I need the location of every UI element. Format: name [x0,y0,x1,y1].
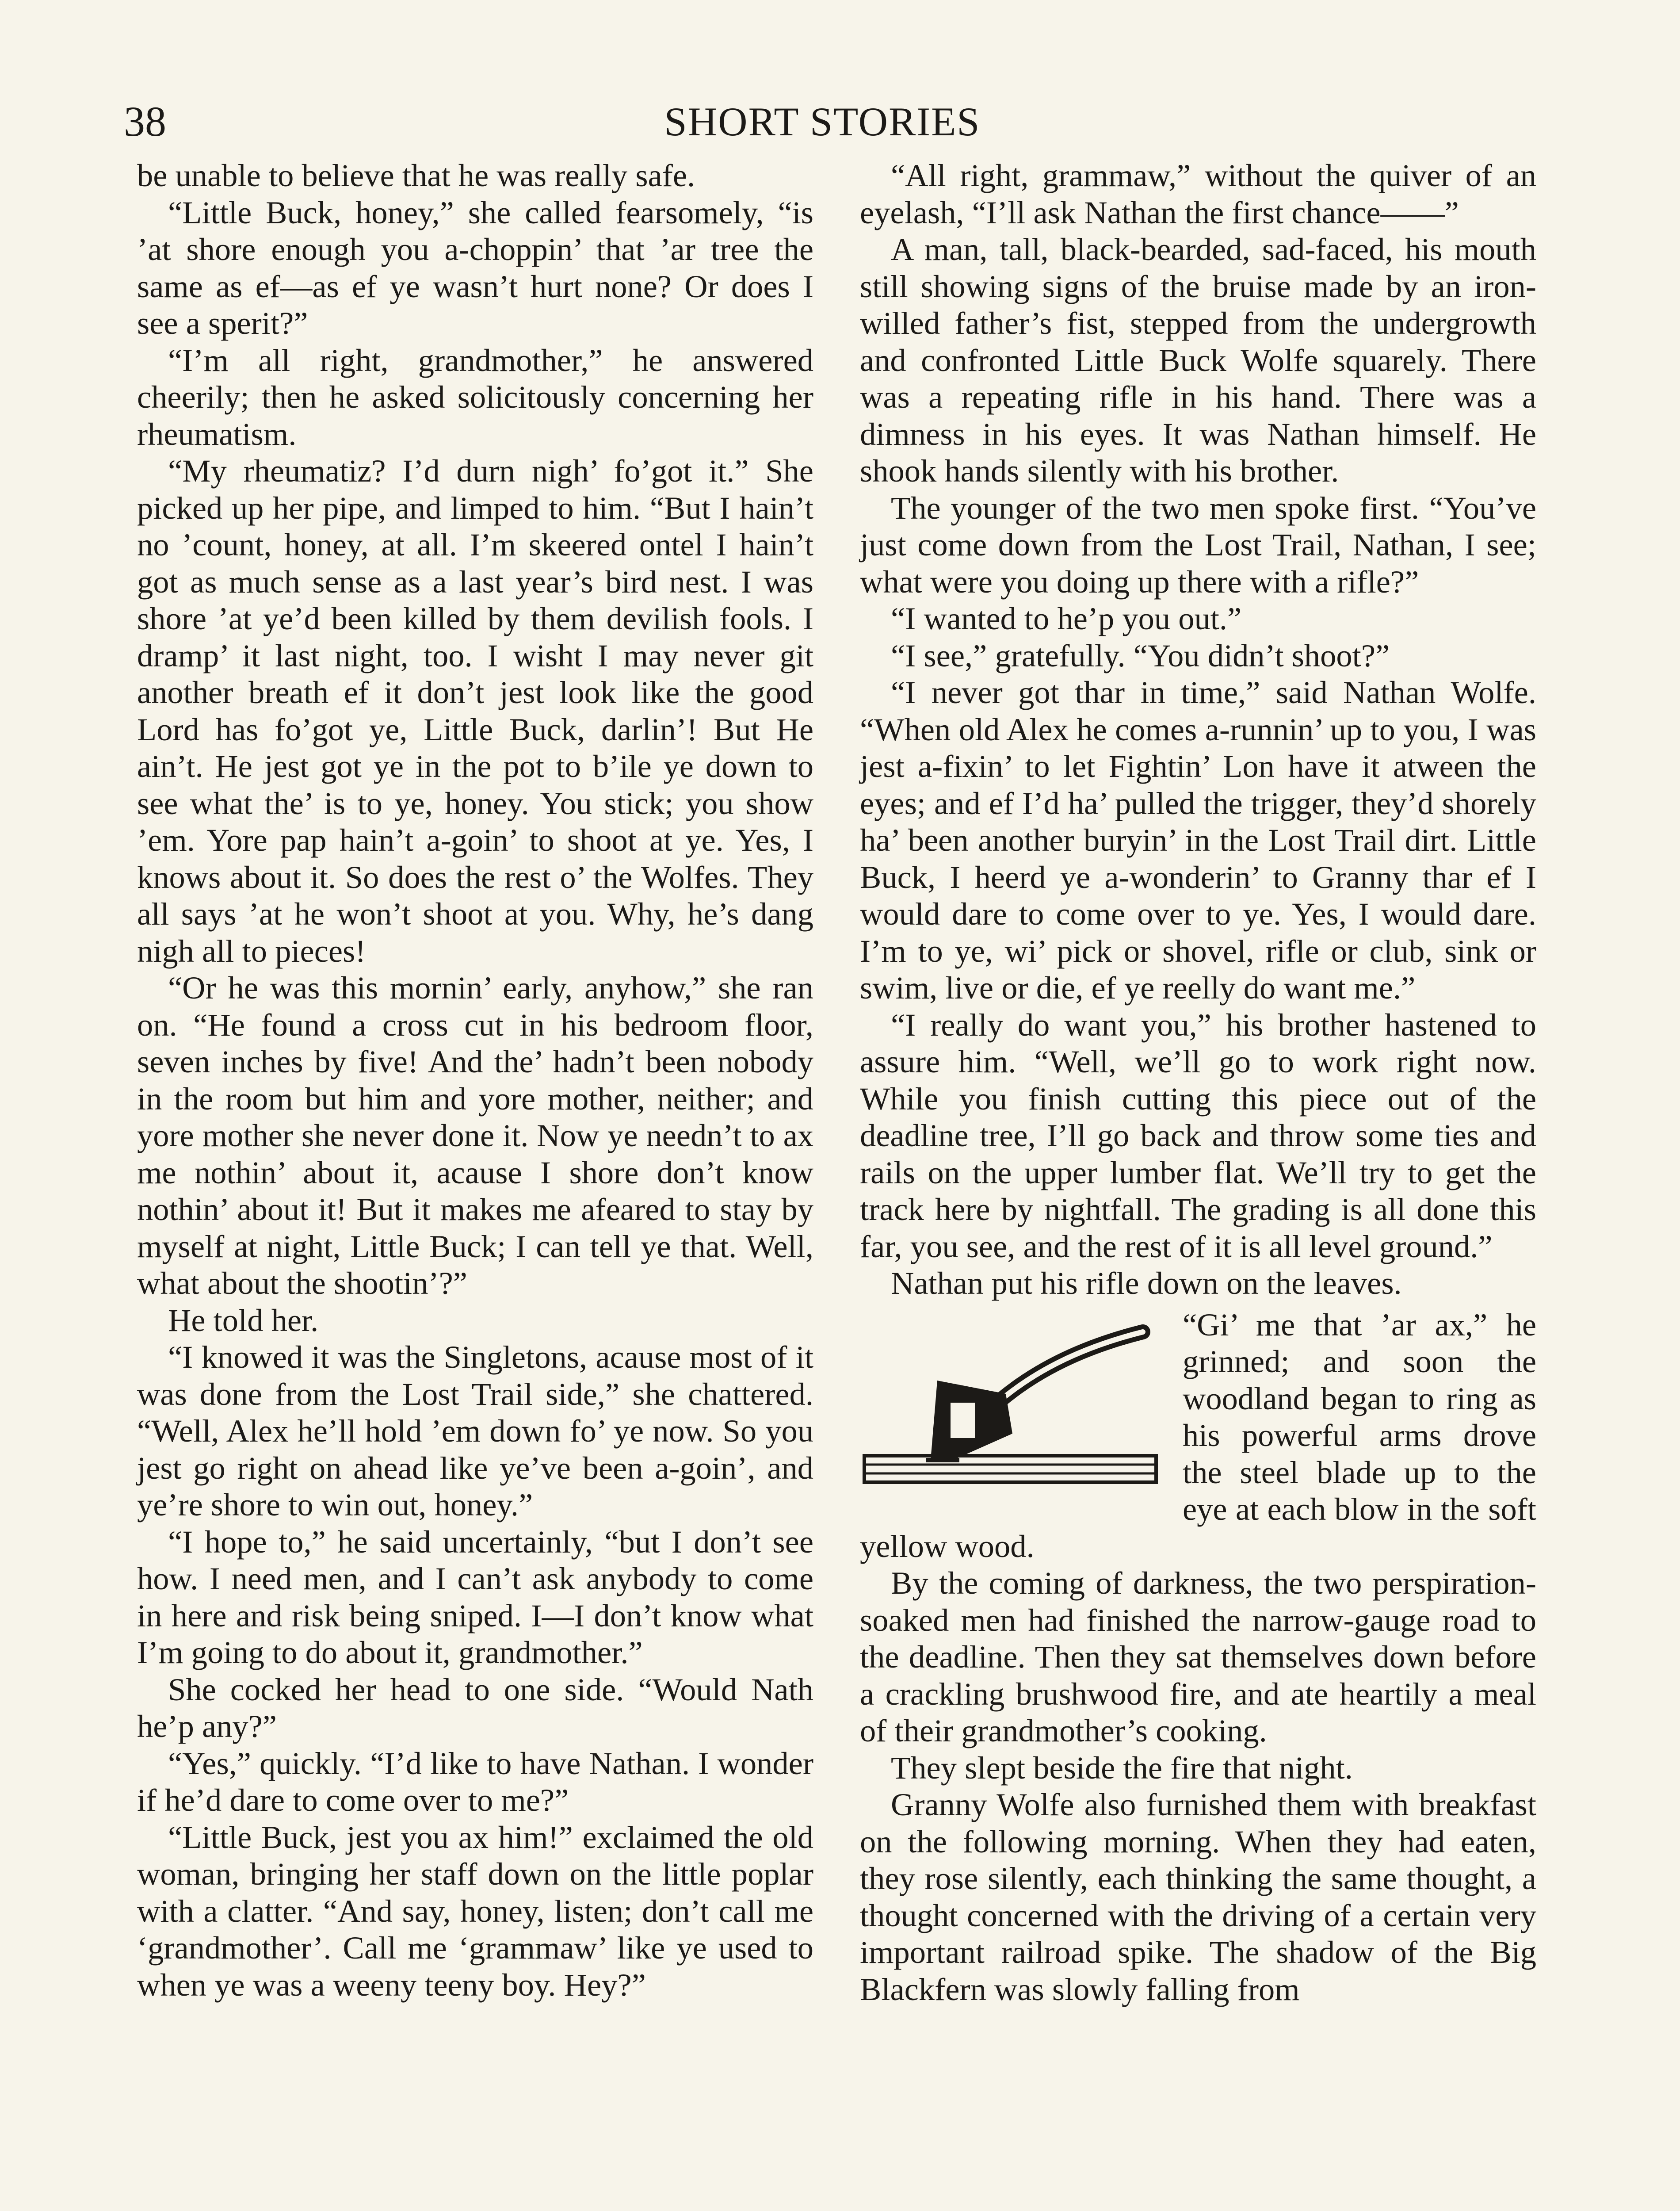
page-number: 38 [124,98,166,145]
paragraph: “I knowed it was the Singletons, acause most of it was done from the Lost Trail side,” she chattered. “Well, Alex he’ll hold ’em down fo’ ye now. So you jest go right on ahead like ye’ve been a-goin’, and ye’re shore to win out, honey.” [137,1339,813,1522]
paragraph: “I hope to,” he said uncertainly, “but I don’t see how. I need men, and I can’t ask anybody to come in here and risk being sniped. I—I don’t know what I’m going to do about it, grandmother.” [137,1523,813,1670]
paragraph: “Yes,” quickly. “I’d like to have Nathan. I wonder if he’d dare to come over to me?” [137,1745,813,1818]
axe-icon [860,1314,1169,1522]
paragraph: Nathan put his rifle down on the leaves. [891,1265,1402,1301]
page-header [97,84,1547,159]
paragraph: He told her. [168,1302,319,1338]
running-head: SHORT STORIES [664,99,981,144]
paragraph: “I see,” gratefully. “You didn’t shoot?” [891,637,1390,673]
paragraph: She cocked her head to one side. “Would Nath he’p any?” [137,1671,813,1744]
paragraph: be unable to believe that he was really safe. [137,157,695,193]
paragraph: “All right, grammaw,” without the quiver of an eyelash, “I’ll ask Nathan the first chance——” [860,157,1536,230]
paragraph: “My rheumatiz? I’d durn nigh’ fo’got it.” She picked up her pipe, and limped to him. “But I hain’t no ’count, honey, at all. I’m skeered ontel I hain’t got as much sense as a last year’s bird nest. I was shore ’at ye’d been killed by them devilish fools. I dramp’ it last night, too. I wisht I may never git another breath ef it don’t jest look like the good Lord has fo’got ye, Little Buck, darlin’! But He ain’t. He jest got ye in the pot to b’ile ye down to see what the’ is to ye, honey. You stick; you show ’em. Yore pap hain’t a-goin’ to shoot at ye. Yes, I knows about it. So does the rest o’ the Wolfes. They all says ’at he won’t shoot at you. Why, he’s dang nigh all to pieces! [137,453,813,969]
axe-illustration [860,1314,1169,1522]
paragraph: They slept beside the fire that night. [891,1749,1353,1786]
paragraph: “I’m all right, grandmother,” he answered cheerily; then he asked solicitously concerning her rheumatism. [137,342,813,452]
axe-illustration-block [860,1306,1536,1565]
paragraph: “I never got thar in time,” said Nathan Wolfe. “When old Alex he comes a-runnin’ up to you, I was jest a-fixin’ to let Fightin’ Lon have it atween the eyes; and ef I’d ha’ pulled the trigger, they’d shorely ha’ been another buryin’ in the Lost Trail dirt. Little Buck, I heerd ye a-wonderin’ to Granny thar ef I would dare to come over to ye. Yes, I would dare. I’m to ye, wi’ pick or shovel, rifle or club, sink or swim, live or die, ef ye reelly do want me.” [860,674,1536,1006]
left-column [137,157,813,2003]
axe-paragraph: “Gi’ me that ’ar ax,” he grinned; and soon the woodland began to ring as his powerful arms drove the steel blade up to the eye at each blow in the soft yellow wood. [860,1306,1536,1564]
paragraph: “Little Buck, jest you ax him!” exclaimed the old woman, bringing her staff down on the little poplar with a clatter. “And say, honey, listen; don’t call me ‘grandmother’. Call me ‘grammaw’ like ye used to when ye was a weeny teeny boy. Hey?” [137,1819,813,2003]
paragraph: “I really do want you,” his brother hastened to assure him. “Well, we’ll go to work right now. While you finish cutting this piece out of the deadline tree, I’ll go back and throw some ties and rails on the upper lumber flat. We’ll try to get the track here by nightfall. The grading is all done this far, you see, and the rest of it is all level ground.” [860,1006,1536,1264]
paragraph: “Little Buck, honey,” she called fearsomely, “is ’at shore enough you a-choppin’ that ’ar tree the same as ef—as ef ye wasn’t hurt none? Or does I see a sperit?” [137,194,813,341]
right-column [860,157,1536,2008]
paragraph: The younger of the two men spoke first. “You’ve just come down from the Lost Trail, Nathan, I see; what were you doing up there with a rifle?” [860,490,1536,600]
paragraph: “I wanted to he’p you out.” [891,601,1242,636]
paragraph: “Or he was this mornin’ early, anyhow,” she ran on. “He found a cross cut in his bedroom floor, seven inches by five! And the’ hadn’t been nobody in the room but him and yore mother, neither; and yore mother she never done it. Now ye needn’t to ax me nothin’ about it, acause I shore don’t know nothin’ about it! But it makes me afeared to stay by myself at night, Little Buck; I can tell ye that. Well, what about the shootin’?” [137,970,813,1301]
paragraph: A man, tall, black-bearded, sad-faced, his mouth still showing signs of the bruise made by an iron-willed father’s fist, stepped from the undergrowth and confronted Little Buck Wolfe squarely. There was a repeating rifle in his hand. There was a dimness in his eyes. It was Nathan himself. He shook hands silently with his brother. [860,231,1536,489]
paragraph: Granny Wolfe also furnished them with breakfast on the following morning. When they had eaten, they rose silently, each thinking the same thought, a thought concerned with the driving of a certain very important railroad spike. The shadow of the Big Blackfern was slowly falling from [860,1786,1536,2007]
paragraph: By the coming of darkness, the two perspiration-soaked men had finished the narrow-gauge road to the deadline. Then they sat themselves down before a crackling brushwood fire, and ate heartily a meal of their grandmother’s cooking. [860,1565,1536,1748]
